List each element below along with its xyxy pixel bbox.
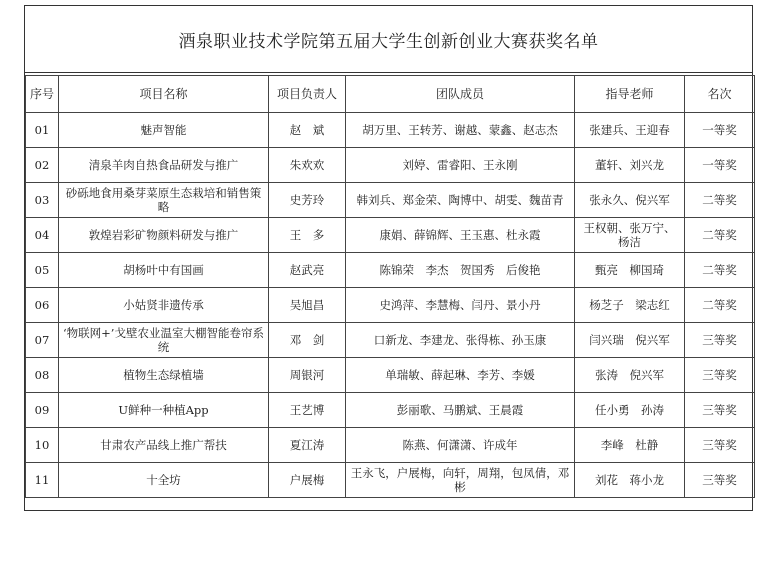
row-number: 06 (26, 288, 59, 323)
table-row (26, 463, 755, 498)
header-rank: 名次 (685, 76, 755, 113)
project-name: U鲜种一种植App (59, 393, 269, 428)
award-table (25, 75, 755, 498)
header-advisor: 指导老师 (575, 76, 685, 113)
award-rank: 三等奖 (685, 463, 755, 498)
project-leader: 赵 斌 (269, 113, 346, 148)
project-leader: 户展梅 (269, 463, 346, 498)
advisor: 王权朝、张万宁、杨洁 (575, 218, 685, 253)
project-name: 敦煌岩彩矿物颜料研发与推广 (59, 218, 269, 253)
project-name: 甘肃农产品线上推广帮扶 (59, 428, 269, 463)
table-row (26, 253, 755, 288)
award-rank: 二等奖 (685, 288, 755, 323)
advisor: 张涛 倪兴军 (575, 358, 685, 393)
team-members: 口新龙、李建龙、张得栋、孙玉康 (346, 323, 575, 358)
team-members: 单瑞敏、薛起琳、李芳、李媛 (346, 358, 575, 393)
table-row (26, 288, 755, 323)
award-rank: 二等奖 (685, 183, 755, 218)
project-name: 胡杨叶中有国画 (59, 253, 269, 288)
award-rank: 一等奖 (685, 113, 755, 148)
advisor: 刘花 蒋小龙 (575, 463, 685, 498)
project-leader: 朱欢欢 (269, 148, 346, 183)
table-row (26, 218, 755, 253)
project-name: 砂砾地食用桑芽菜原生态栽培和销售策略 (59, 183, 269, 218)
advisor: 张建兵、王迎春 (575, 113, 685, 148)
project-name: 清泉羊肉自热食品研发与推广 (59, 148, 269, 183)
header-project: 项目名称 (59, 76, 269, 113)
project-name: 十全坊 (59, 463, 269, 498)
project-name: 小姑贤非遗传承 (59, 288, 269, 323)
team-members: 彭丽歌、马鹏斌、王晨霞 (346, 393, 575, 428)
advisor: 任小勇 孙涛 (575, 393, 685, 428)
project-leader: 周银河 (269, 358, 346, 393)
team-members: 康娟、薛锦辉、王玉惠、杜永霞 (346, 218, 575, 253)
advisor: 李峰 杜静 (575, 428, 685, 463)
table-row (26, 148, 755, 183)
table-row (26, 428, 755, 463)
row-number: 02 (26, 148, 59, 183)
project-leader: 史芳玲 (269, 183, 346, 218)
award-rank: 二等奖 (685, 218, 755, 253)
row-number: 10 (26, 428, 59, 463)
header-leader: 项目负责人 (269, 76, 346, 113)
row-number: 08 (26, 358, 59, 393)
table-row (26, 183, 755, 218)
team-members: 刘婷、雷睿阳、王永刚 (346, 148, 575, 183)
award-rank: 二等奖 (685, 253, 755, 288)
award-list-sheet (24, 5, 753, 511)
project-name: 植物生态绿植墙 (59, 358, 269, 393)
team-members: 韩刘兵、郑金荣、陶博中、胡雯、魏苗青 (346, 183, 575, 218)
advisor: 张永久、倪兴军 (575, 183, 685, 218)
advisor: 杨芝子 梁志红 (575, 288, 685, 323)
team-members: 王永飞，户展梅，向轩，周翔，包凤倩，邓彬 (346, 463, 575, 498)
table-row (26, 358, 755, 393)
team-members: 陈锦荣 李杰 贺国秀 后俊艳 (346, 253, 575, 288)
table-row (26, 113, 755, 148)
project-name: 魅声智能 (59, 113, 269, 148)
document-title: 酒泉职业技术学院第五届大学生创新创业大赛获奖名单 (25, 6, 752, 73)
table-row (26, 393, 755, 428)
award-rank: 一等奖 (685, 148, 755, 183)
project-leader: 夏江涛 (269, 428, 346, 463)
table-header-row (26, 76, 755, 113)
row-number: 07 (26, 323, 59, 358)
award-rank: 三等奖 (685, 358, 755, 393)
header-members: 团队成员 (346, 76, 575, 113)
row-number: 04 (26, 218, 59, 253)
award-rank: 三等奖 (685, 428, 755, 463)
advisor: 甄亮 柳国琦 (575, 253, 685, 288)
header-number: 序号 (26, 76, 59, 113)
project-leader: 吴旭昌 (269, 288, 346, 323)
advisor: 闫兴瑞 倪兴军 (575, 323, 685, 358)
row-number: 03 (26, 183, 59, 218)
team-members: 胡万里、王转芳、谢越、蒙鑫、赵志杰 (346, 113, 575, 148)
project-name: ‘物联网+’戈壁农业温室大棚智能卷帘系统 (59, 323, 269, 358)
project-leader: 邓 剑 (269, 323, 346, 358)
team-members: 陈燕、何潇潇、许成年 (346, 428, 575, 463)
advisor: 董轩、刘兴龙 (575, 148, 685, 183)
award-rank: 三等奖 (685, 393, 755, 428)
row-number: 05 (26, 253, 59, 288)
project-leader: 王艺博 (269, 393, 346, 428)
row-number: 11 (26, 463, 59, 498)
award-rank: 三等奖 (685, 323, 755, 358)
table-row (26, 323, 755, 358)
project-leader: 赵武亮 (269, 253, 346, 288)
project-leader: 王 多 (269, 218, 346, 253)
team-members: 史鸿萍、李慧梅、闫丹、景小丹 (346, 288, 575, 323)
row-number: 01 (26, 113, 59, 148)
row-number: 09 (26, 393, 59, 428)
